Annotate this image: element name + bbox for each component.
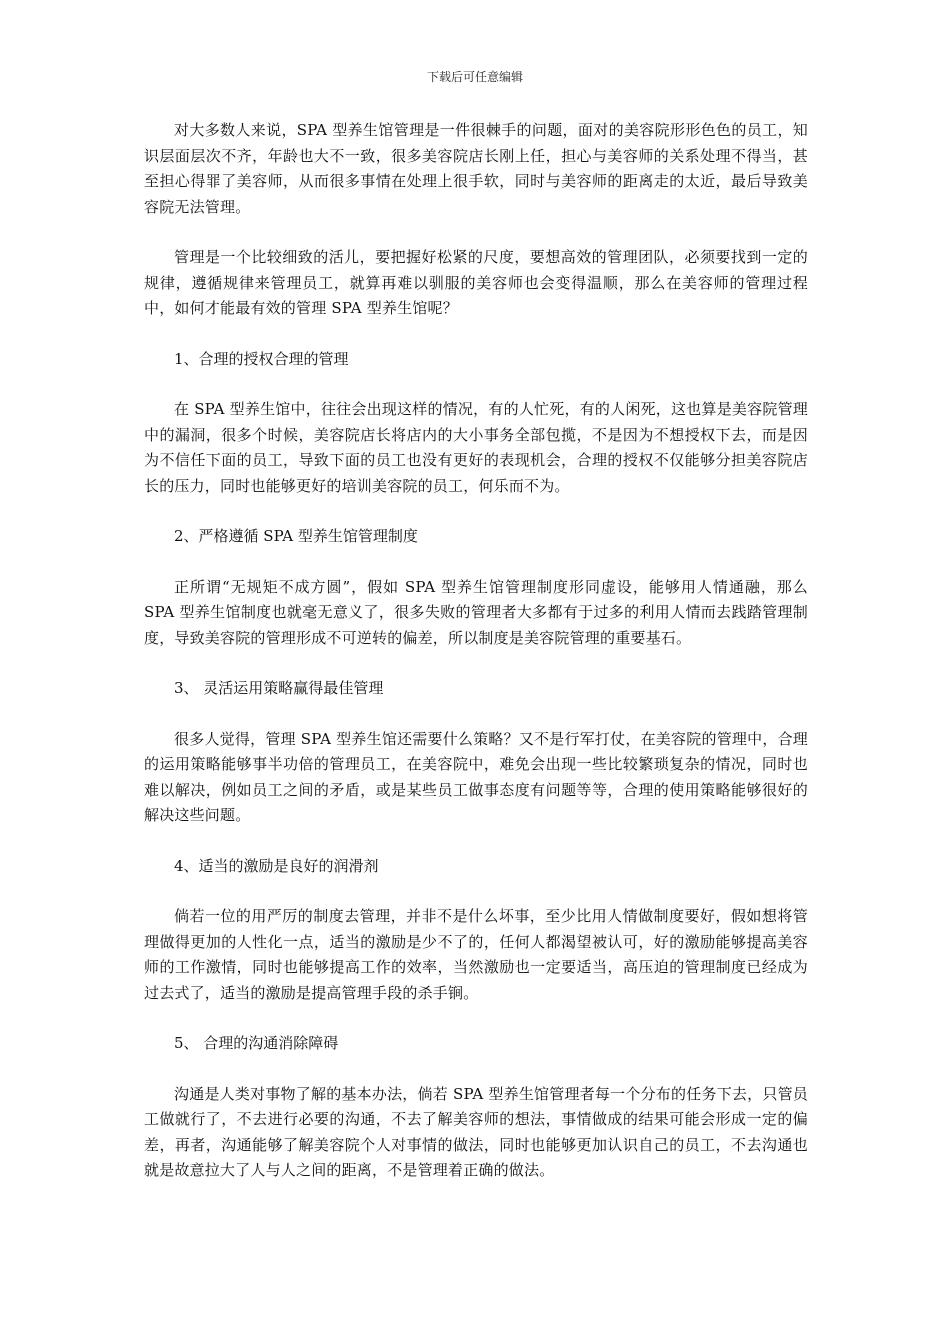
section-heading-2: 2、严格遵循 SPA 型养生馆管理制度	[174, 527, 418, 545]
paragraph-strategy: 很多人觉得，管理 SPA 型养生馆还需要什么策略？又不是行军打仗，在美容院的管理中，合理的运用策略能够事半功倍的管理员工，在美容院中，难免会出现一些比较繁琐复杂的情况，同时也难以解决，例如员工之间的矛盾，或是某些员工做事态度有问题等等，合理的使用策略能够很好的解决这些问题。	[144, 729, 808, 824]
paragraph-management: 管理是一个比较细致的活儿，要把握好松紧的尺度，要想高效的管理团队，必须要找到一定的规律，遵循规律来管理员工，就算再难以驯服的美容师也会变得温顺，那么在美容师的管理过程中，如何才能最有效的管理 SPA 型养生馆呢？	[144, 248, 808, 317]
section-heading-3: 3、 灵活运用策略赢得最佳管理	[174, 679, 384, 697]
document-body	[144, 118, 808, 1209]
section-heading-1: 1、合理的授权合理的管理	[174, 349, 349, 368]
paragraph-intro: 对大多数人来说，SPA 型养生馆管理是一件很棘手的问题，面对的美容院形形色色的员工，知识层面层次不齐，年龄也大不一致，很多美容院店长刚上任，担心与美容师的关系处理不得当，甚至担心得罪了美容师，从而很多事情在处理上很手软，同时与美容师的距离走的太近，最后导致美容院无法管理。	[144, 121, 808, 216]
paragraph-communication: 沟通是人类对事物了解的基本办法，倘若 SPA 型养生馆管理者每一个分布的任务下去，只管员工做就行了，不去进行必要的沟通，不去了解美容师的想法，事情做成的结果可能会形成一定的偏差，再者，沟通能够了解美容院个人对事情的做法，同时也能够更加认识自己的员工，不去沟通也就是故意拉大了人与人之间的距离，不是管理着正确的做法。	[144, 1084, 808, 1179]
paragraph-rules: 正所谓“无规矩不成方圆”，假如 SPA 型养生馆管理制度形同虚设，能够用人情通融，那么 SPA 型养生馆制度也就毫无意义了，很多失败的管理者大多都有于过多的利用人情而去践踏管理制度，导致美容院的管理形成不可逆转的偏差，所以制度是美容院管理的重要基石。	[144, 577, 808, 647]
section-heading-4: 4、适当的激励是良好的润滑剂	[174, 856, 379, 875]
paragraph-incentive: 倘若一位的用严厉的制度去管理，并非不是什么坏事，至少比用人情做制度要好，假如想将管理做得更加的人性化一点，适当的激励是少不了的，任何人都渴望被认可，好的激励能够提高美容师的工作激情，同时也能够提高工作的效率，当然激励也一定要适当，高压迫的管理制度已经成为过去式了，适当的激励是提高管理手段的杀手锏。	[144, 907, 808, 1002]
section-heading-5: 5、 合理的沟通消除障碍	[174, 1034, 339, 1052]
paragraph-authorization: 在 SPA 型养生馆中，往往会出现这样的情况，有的人忙死，有的人闲死，这也算是美容院管理中的漏洞，很多个时候，美容院店长将店内的大小事务全部包揽，不是因为不想授权下去，而是因为不信任下面的员工，导致下面的员工也没有更好的表现机会，合理的授权不仅能够分担美容院店长的压力，同时也能够更好的培训美容院的员工，何乐而不为。	[144, 400, 808, 495]
page-header: 下载后可任意编辑	[426, 70, 523, 84]
